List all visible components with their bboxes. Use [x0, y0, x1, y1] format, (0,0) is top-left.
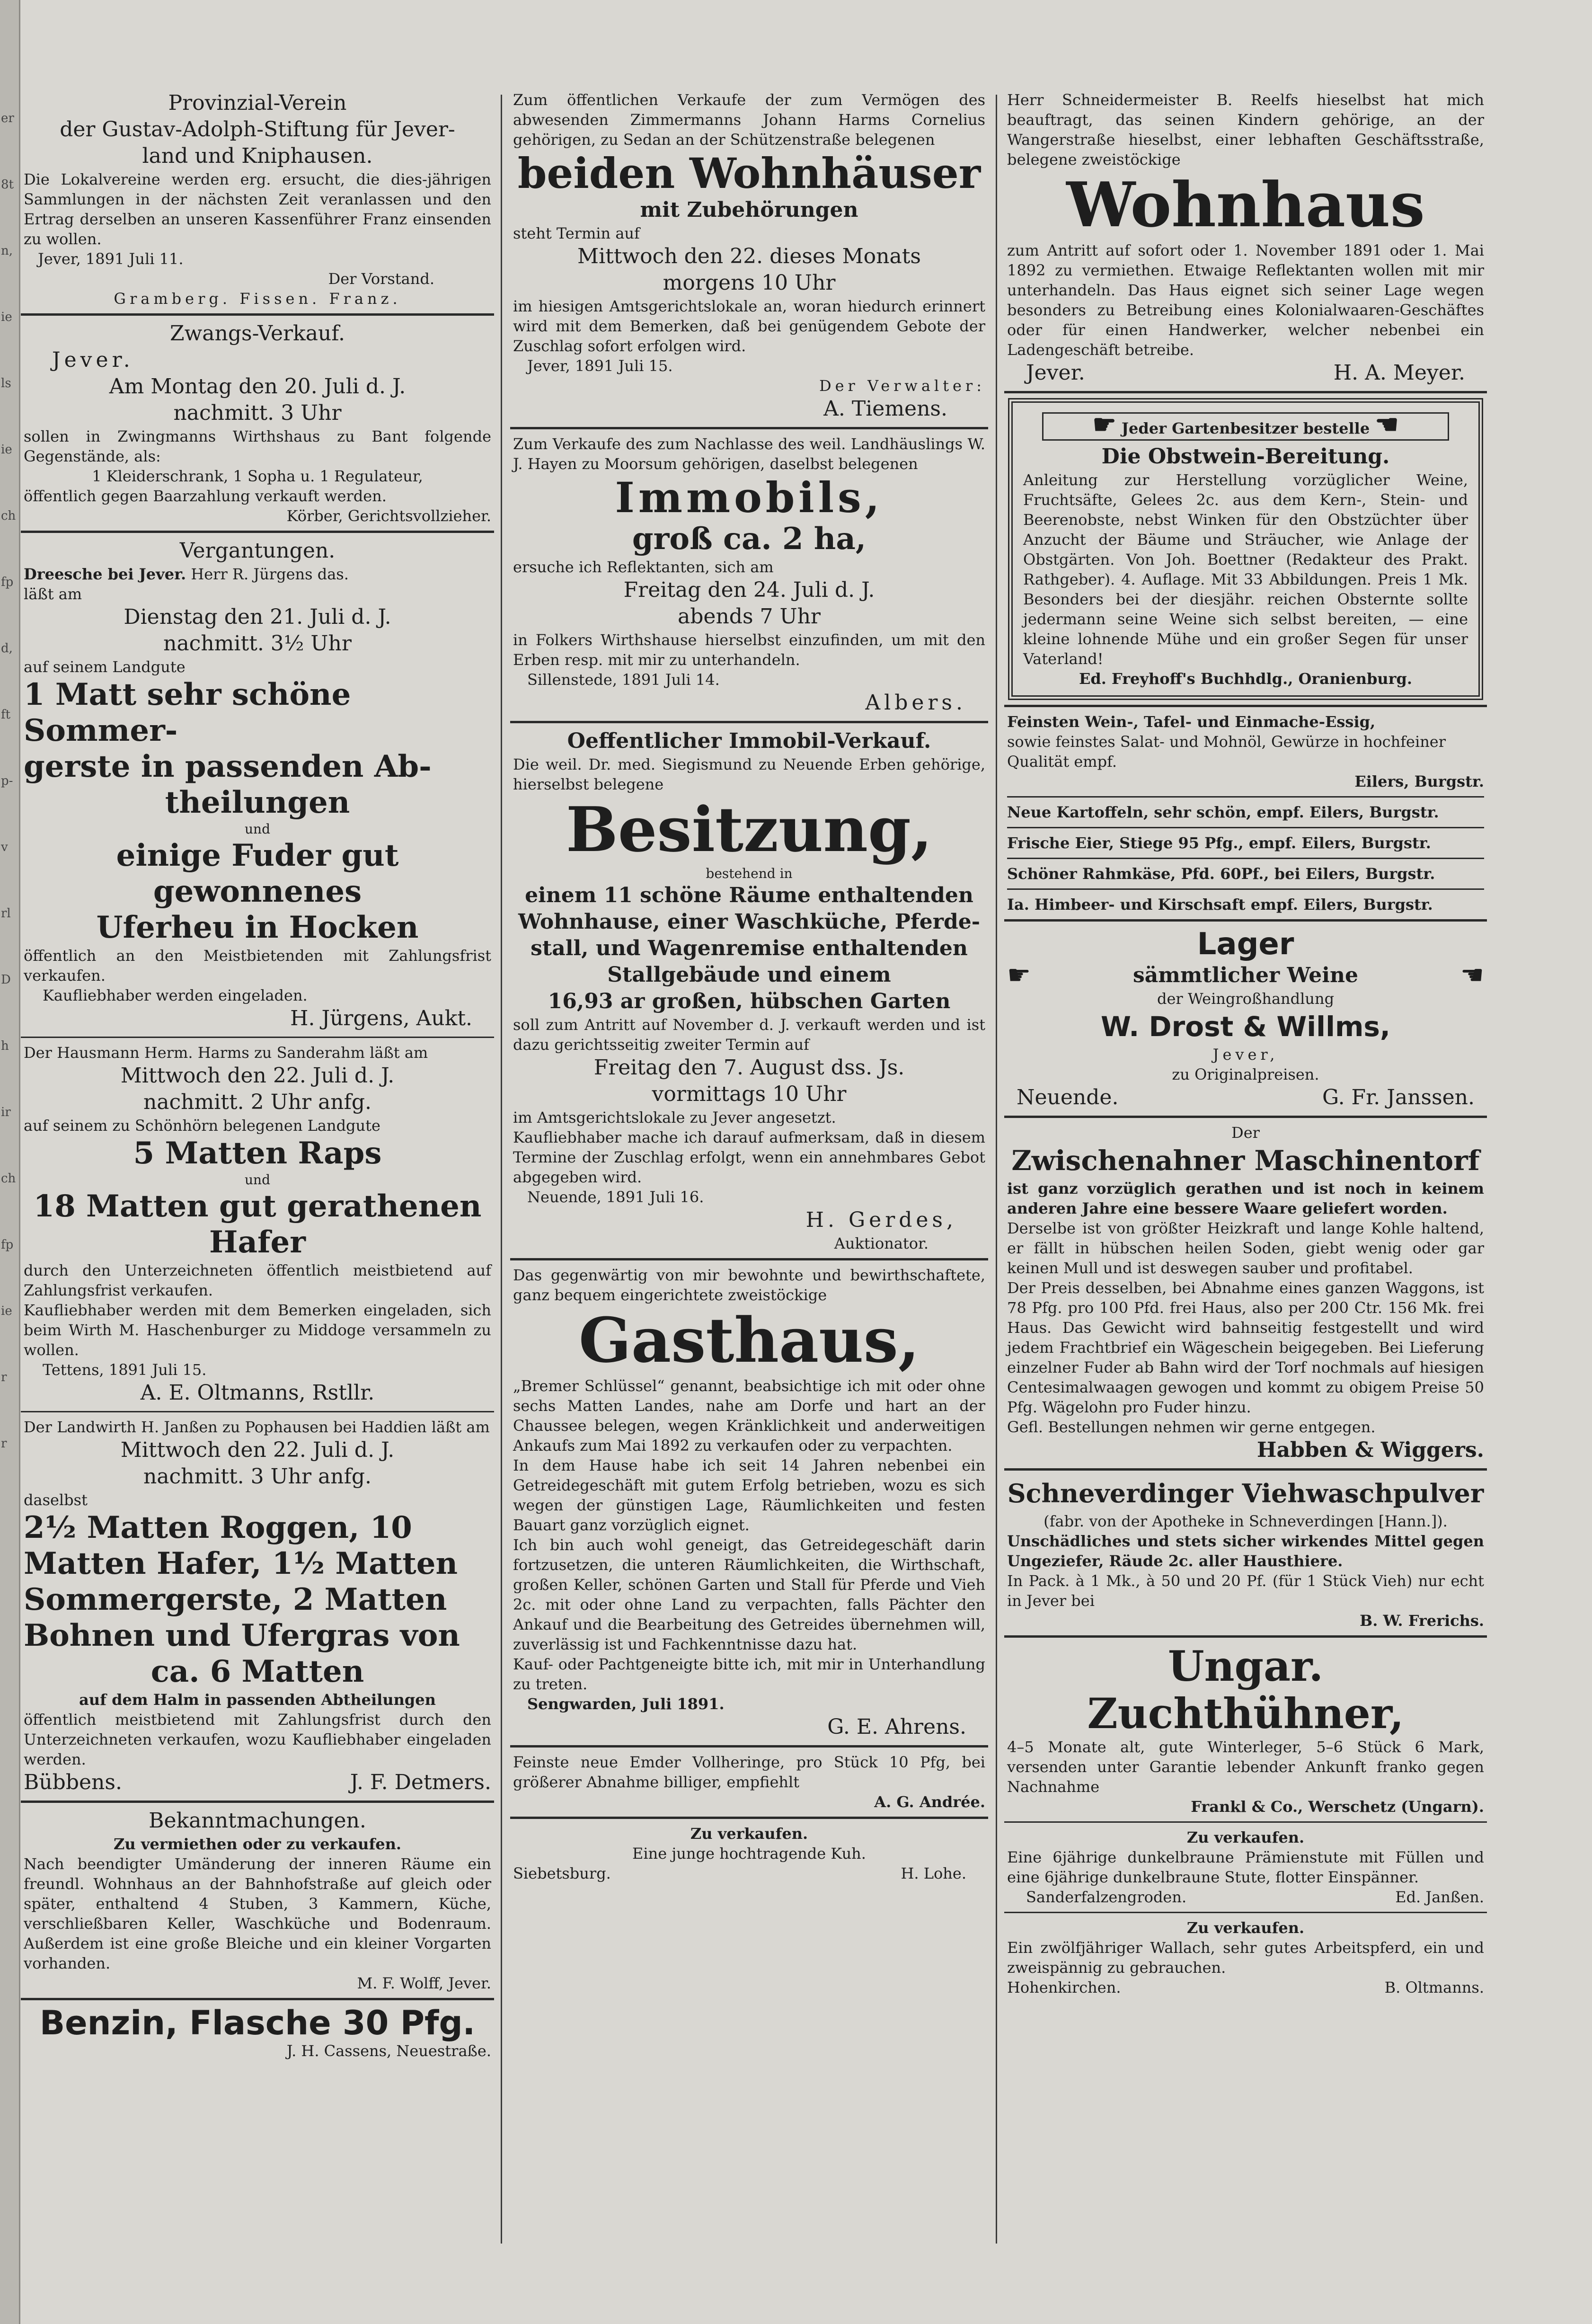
ad-signature: Habben & Wiggers.: [1256, 1438, 1484, 1462]
ad-text: Die Lokalvereine werden erg. ersucht, die dies-jährigen Sammlungen in der nächsten Zeit veranlassen und den Ertrag derselben an unseren Kassenführer Franz einsenden zu wollen.: [24, 170, 491, 248]
edge-fragment: v: [1, 840, 8, 854]
divider: [21, 313, 494, 316]
ad-headline: ca. 6 Matten: [150, 1654, 364, 1689]
divider: [1007, 827, 1484, 828]
ad-text: in Folkers Wirthshause hierselbst einzufinden, um mit den Erben resp. mit mir zu unterhandeln.: [513, 631, 985, 669]
ad-title: Zu verkaufen.: [1186, 1828, 1305, 1846]
ad-place: Dreesche bei Jever.: [24, 565, 186, 583]
ad-time-line: nachmitt. 3 Uhr anfg.: [143, 1464, 372, 1489]
ad-headline: Besitzung,: [566, 793, 933, 866]
divider: [1007, 858, 1484, 859]
ad-subheadline: Unschädliches und stets sicher wirkendes Mittel gegen Ungeziefer, Räude 2c. aller Hausthiere.: [1007, 1532, 1484, 1570]
ad-text: steht Termin auf: [513, 224, 640, 242]
ad-benzin: [21, 2005, 494, 2061]
ad-signature: A. Tiemens.: [823, 397, 947, 421]
ad-text: „Bremer Schlüssel“ genannt, beabsichtige ich mit oder ohne sechs Matten Landes, nahe am Dorfe und hart an der Chaussee belegen, wegen Kränklichkeit und anderweitigen Ankaufs zum Mai 1892 zu verkaufen oder zu verpachten.: [513, 1377, 985, 1455]
ad-date-line: Mittwoch den 22. Juli d. J.: [120, 1064, 395, 1088]
ad-headline: Schneverdinger Viehwaschpulver: [1007, 1478, 1484, 1508]
ad-wallach-verkauf: [1004, 1918, 1487, 1997]
edge-fragment: r: [1, 1437, 7, 1451]
edge-fragment: 8t: [1, 177, 14, 192]
column-rule-2: [996, 95, 997, 2244]
ad-subheadline: sämmtlicher Weine: [1133, 963, 1358, 987]
divider: [1004, 705, 1487, 707]
ad-zuchthuehner: [1004, 1642, 1487, 1817]
ad-text: Derselbe ist von größter Heizkraft und lange Kohle haltend, er fällt in hübschen heilen Soden, giebt wenig oder gar keinen Mull und ist deswegen sauber und profitabel.: [1007, 1219, 1484, 1277]
ad-text: Kaufliebhaber mache ich darauf aufmerksam, daß in diesem Termine der Zuschlag erfolgt, wenn ein annehmbares Gebot abgegeben wird.: [513, 1128, 985, 1186]
ad-headline: gerste in passenden Ab-: [24, 749, 432, 784]
ad-signature: Der Vorstand.: [328, 270, 434, 288]
ad-text: Herr Schneidermeister B. Reelfs hieselbst hat mich beauftragt, das seinen Kindern gehörige, an der Wangerstraße hieselbst, einer lebhaften Geschäftsstraße, belegene zweistöckige: [1007, 91, 1484, 169]
ad-signature: Ed. Freyhoff's Buchhdlg., Oranienburg.: [1079, 670, 1413, 688]
ad-text: In dem Hause habe ich seit 14 Jahren nebenbei ein Getreidegeschäft mit gutem Erfolg betrieben, wozu es sich wegen der günstigen Lage, Räumlichkeiten und festen Bauart ganz vorzüglich eignet.: [513, 1456, 985, 1534]
divider: [21, 1998, 494, 2000]
ad-signature: Frankl & Co., Werschetz (Ungarn).: [1191, 1798, 1484, 1816]
ad-oeffentlicher-immobil-verkauf: [510, 728, 988, 1253]
ad-headline: Hafer: [209, 1224, 306, 1260]
divider: [21, 1411, 494, 1412]
ad-bekanntmachungen: [21, 1808, 494, 1993]
edge-fragment: ie: [1, 310, 12, 324]
ad-text: auf seinem zu Schönhörn belegenen Landgute: [24, 1117, 380, 1135]
ad-headline: beiden Wohnhäuser: [517, 149, 981, 198]
ad-date: Neuende, 1891 Juli 16.: [527, 1188, 704, 1206]
ad-text: soll zum Antritt auf November d. J. verkauft werden und ist dazu gerichtsseitig zweiter Termin auf: [513, 1016, 985, 1054]
ad-signature: H. Gerdes,: [805, 1208, 957, 1232]
ad-text: Der Hausmann Herm. Harms zu Sanderahm läßt am: [24, 1044, 428, 1062]
ad-signature: J. H. Cassens, Neuestraße.: [286, 2042, 491, 2060]
banner-text: Jeder Gartenbesitzer bestelle: [1121, 419, 1370, 437]
ad-text: auf seinem Landgute: [24, 658, 186, 676]
ad-signature: Ed. Janßen.: [1395, 1888, 1484, 1906]
ad-headline: Benzin, Flasche 30 Pfg.: [39, 2004, 476, 2042]
divider: [1004, 1912, 1487, 1913]
ad-text: Eine junge hochtragende Kuh.: [632, 1845, 866, 1863]
ad-headline: Lager: [1197, 927, 1294, 962]
ad-text: der Weingroßhandlung: [1157, 990, 1335, 1008]
ad-text: Ich bin auch wohl geneigt, das Getreidegeschäft darin fortzusetzen, die unteren Räumlichkeiten, die Wirthschaft, großen Keller, schönen Garten und Stall für Pferde und Vieh 2c. mit oder ohne Land zu verpachten, falls Pächter den Ankauf und die Bearbeitung des Getreides übernehmen will, zuverlässig ist und Fachkenntnisse dazu hat.: [513, 1536, 985, 1653]
divider: [21, 1801, 494, 1803]
ad-headline: Ungar. Zuchthühner,: [1087, 1641, 1404, 1738]
ad-text: zu Originalpreisen.: [1172, 1065, 1319, 1083]
ad-title: Oeffentlicher Immobil-Verkauf.: [567, 729, 931, 753]
ad-date: Sillenstede, 1891 Juli 14.: [527, 671, 720, 689]
ad-maschinentorf: [1004, 1123, 1487, 1464]
ad-line: Ia. Himbeer- und Kirschsaft empf. Eilers, Burgstr.: [1007, 896, 1433, 914]
ad-signature: G. Fr. Janssen.: [1322, 1085, 1475, 1109]
ad-signature: A. G. Andrée.: [874, 1793, 985, 1811]
ad-text: im Amtsgerichtslokale zu Jever angesetzt.: [513, 1109, 836, 1127]
pointing-hand-left-icon: ☚: [1460, 960, 1484, 991]
edge-fragments: [0, 0, 19, 1477]
ad-date-line: Am Montag den 20. Juli d. J.: [109, 374, 406, 399]
ad-time-line: morgens 10 Uhr: [663, 271, 836, 295]
ad-place: Bübbens.: [24, 1770, 122, 1794]
ad-firm: W. Drost & Willms,: [1101, 1011, 1390, 1043]
ad-janssen-pophausen: [21, 1417, 494, 1796]
ad-zwangsverkauf: [21, 320, 494, 526]
divider: [510, 427, 988, 429]
ad-property-line: Wohnhause, einer Waschküche, Pferde-: [518, 910, 980, 934]
ad-text: Kauf- oder Pachtgeneigte bitte ich, mit mir in Unterhandlung zu treten.: [513, 1655, 985, 1693]
divider: [1004, 1468, 1487, 1471]
ad-signature: G. E. Ahrens.: [827, 1715, 966, 1739]
pointing-hand-right-icon: ☚: [1375, 409, 1399, 440]
ad-date: Sengwarden, Juli 1891.: [527, 1695, 725, 1713]
ad-line: Feinsten Wein-, Tafel- und Einmache-Essig,: [1007, 713, 1376, 731]
edge-fragment: ls: [1, 376, 11, 390]
ad-headline: 5 Matten Raps: [133, 1135, 382, 1171]
edge-fragment: D: [1, 973, 11, 987]
ad-signature: J. F. Detmers.: [350, 1770, 491, 1794]
ad-signature: H. A. Meyer.: [1333, 361, 1465, 385]
ad-signature: A. E. Oltmanns, Rstllr.: [140, 1381, 375, 1405]
ad-date-line: Dienstag den 21. Juli d. J.: [124, 605, 391, 629]
ad-line: Frische Eier, Stiege 95 Pfg., empf. Eilers, Burgstr.: [1007, 834, 1431, 852]
divider: [510, 1258, 988, 1260]
divider: [21, 531, 494, 533]
edge-fragment: er: [1, 111, 14, 125]
ad-text: sollen in Zwingmanns Wirthshaus zu Bant folgende Gegenstände, als:: [24, 427, 491, 465]
ad-subheadline: Zu vermiethen oder zu verkaufen.: [114, 1835, 401, 1853]
ad-text: öffentlich an den Meistbietenden mit Zahlungsfrist verkaufen.: [24, 947, 491, 985]
divider: [1004, 1635, 1487, 1638]
edge-fragment: ft: [1, 708, 11, 722]
ad-viehwaschpulver: [1004, 1475, 1487, 1631]
edge-fragment: r: [1, 1370, 7, 1384]
ad-title: land und Kniphausen.: [142, 144, 373, 168]
ad-signature: Körber, Gerichtsvollzieher.: [286, 507, 491, 525]
divider: [510, 1817, 988, 1819]
ad-text: Kaufliebhaber werden mit dem Bemerken eingeladen, sich beim Wirth M. Haschenburger zu Middoge versammeln zu wollen.: [24, 1301, 491, 1359]
ad-date: Jever, 1891 Juli 11.: [38, 250, 184, 268]
ad-gustav-adolph-verein: [21, 90, 494, 309]
ad-reelfs-wohnhaus: [1004, 90, 1487, 386]
ad-date-line: Mittwoch den 22. dieses Monats: [577, 244, 921, 268]
ad-time-line: nachmitt. 2 Uhr anfg.: [143, 1090, 372, 1114]
ad-headline: 18 Matten gut gerathenen: [33, 1189, 482, 1224]
ad-harms-sanderahm: [21, 1043, 494, 1406]
ad-headline: Bohnen und Ufergras von: [24, 1618, 460, 1653]
ad-text: Die weil. Dr. med. Siegismund zu Neuende Erben gehörige, hierselbst belegene: [513, 755, 985, 793]
divider: [1004, 391, 1487, 393]
ad-line: Neue Kartoffeln, sehr schön, empf. Eilers, Burgstr.: [1007, 803, 1439, 821]
ad-text: Anleitung zur Herstellung vorzüglicher Weine, Fruchtsäfte, Gelees 2c. aus dem Kern-, Stein- und Beerenobste, nebst Winken für den Obstzüchter über Anzucht der Bäume und Sträucher, wie Anlage der Obstgärten. Von Joh. Boettner (Redakteur des Prakt. Rathgeber). 4. Auflage. Mit 33 Abbildungen. Preis 1 Mk. Besonders bei der diesjähr. reichen Obsternte sollte jedermann seine Weine sich selbst bereiten, — eine kleine lohnende Mühe und ein großer Segen für unser Vaterland!: [1023, 471, 1468, 668]
ad-hayen-immobil: [510, 434, 988, 716]
ad-headline: groß ca. 2 ha,: [632, 521, 867, 557]
ad-text: öffentlich meistbietend mit Zahlungsfrist durch den Unterzeichneten verkaufen, wozu Kaufliebhaber eingeladen werden.: [24, 1711, 491, 1768]
ad-signature: H. Jürgens, Aukt.: [290, 1006, 472, 1030]
ad-text: 4–5 Monate alt, gute Winterleger, 5–6 Stück 6 Mark, versenden unter Garantie lebender Ankunft franko gegen Nachnahme: [1007, 1738, 1484, 1796]
adjacent-page-strip: [0, 0, 20, 2324]
ad-property-line: Stallgebäude und einem: [607, 963, 891, 987]
divider: [1007, 796, 1484, 798]
ad-text: daselbst: [24, 1491, 88, 1509]
ad-text: öffentlich gegen Baarzahlung verkauft werden.: [24, 487, 387, 505]
ad-property-line: einem 11 schöne Räume enthaltenden: [525, 883, 973, 907]
divider: [21, 1037, 494, 1038]
ad-eilers: [1004, 712, 1487, 914]
ad-place: Jever.: [1026, 361, 1085, 385]
ad-title: Zu verkaufen.: [1186, 1919, 1305, 1937]
ad-names: Gramberg. Fissen. Franz.: [114, 290, 401, 308]
ad-time-line: vormittags 10 Uhr: [652, 1082, 847, 1106]
ad-place: Jever,: [1212, 1046, 1279, 1064]
ad-title: Zu verkaufen.: [690, 1825, 808, 1843]
column-1: [21, 90, 494, 2248]
ad-text: und: [245, 1172, 270, 1188]
ad-headline: theilungen: [165, 785, 350, 820]
edge-fragment: ir: [1, 1105, 11, 1119]
edge-fragment: ch: [1, 509, 16, 523]
ad-text: In Pack. à 1 Mk., à 50 und 20 Pf. (für 1 Stück Vieh) nur echt in Jever bei: [1007, 1572, 1484, 1610]
pointing-hand-left-icon: ☛: [1092, 409, 1116, 440]
edge-fragment: ch: [1, 1171, 16, 1186]
ad-signature: B. W. Frerichs.: [1360, 1612, 1484, 1630]
divider: [1004, 919, 1487, 922]
pointing-hand-right-icon: ☛: [1007, 960, 1031, 991]
ad-text: Gefl. Bestellungen nehmen wir gerne entgegen.: [1007, 1418, 1376, 1436]
edge-fragment: n,: [1, 244, 13, 258]
ad-time-line: nachmitt. 3 Uhr: [173, 401, 342, 425]
ad-title: Provinzial-Verein: [168, 91, 347, 115]
ad-text: Zum Verkaufe des zum Nachlasse des weil. Landhäuslings W. J. Hayen zu Moorsum gehörigen, daselbst belegenen: [513, 435, 985, 473]
ad-subheadline: ist ganz vorzüglich gerathen und ist noch in keinem anderen Jahre eine bessere Waare geliefert worden.: [1007, 1180, 1484, 1217]
ad-subheadline: auf dem Halm in passenden Abtheilungen: [79, 1691, 436, 1709]
section-title: Vergantungen.: [179, 539, 336, 563]
ad-place: Hohenkirchen.: [1007, 1978, 1121, 1996]
ad-line: Schöner Rahmkäse, Pfd. 60Pf., bei Eilers, Burgstr.: [1007, 865, 1435, 883]
ad-headline: Uferheu in Hocken: [96, 910, 419, 945]
ad-text: ersuche ich Reflektanten, sich am: [513, 558, 774, 576]
ad-headline: Die Obstwein-Bereitung.: [1101, 444, 1390, 469]
ad-signature: M. F. Wolff, Jever.: [357, 1974, 491, 1992]
ad-text: Kaufliebhaber werden eingeladen.: [43, 986, 308, 1004]
ad-subheadline: mit Zubehörungen: [640, 198, 858, 222]
ad-banner: [1042, 409, 1449, 441]
column-2: [510, 90, 988, 2248]
divider: [1004, 1116, 1487, 1118]
ad-title: Zwangs-Verkauf.: [170, 321, 345, 346]
ad-text: Zum öffentlichen Verkaufe der zum Vermögen des abwesenden Zimmermanns Johann Harms Cornelius gehörigen, zu Sedan an der Schützenstraße belegenen: [513, 91, 985, 149]
divider: [510, 721, 988, 723]
ad-text: Nach beendigter Umänderung der inneren Räume ein freundl. Wohnhaus an der Bahnhofstraße auf gleich oder später, enthaltend 4 Stuben, 3 Kammern, Küche, verschließbaren Keller, Waschküche und Bodenraum. Außerdem ist eine große Bleiche und ein kleiner Vorgarten vorhanden.: [24, 1855, 491, 1972]
ad-text: und: [245, 821, 270, 837]
ad-headline: Sommergerste, 2 Matten: [24, 1582, 447, 1617]
ad-role: Auktionator.: [834, 1234, 929, 1252]
ad-text: im hiesigen Amtsgerichtslokale an, woran hiedurch erinnert wird mit dem Bemerken, daß bei genügendem Gebote der Zuschlag sofort erfolgen wird.: [513, 297, 985, 355]
ad-text: Der Preis desselben, bei Abnahme eines ganzen Waggons, ist 78 Pfg. pro 100 Pfd. frei Haus, also per 200 Ctr. 156 Mk. frei Haus. Das Gewicht wird bahnseitig festgestellt und wird jedem Frachtbrief ein Wägeschein beigegeben. Bei Lieferung einzelner Fuder ab Bahn wird der Torf nochmals auf hiesigen Centesimalwaagen gewogen und kommt zu obigem Preise 50 Pfg. Wägelohn pro Fuder hinzu.: [1007, 1279, 1484, 1416]
edge-fragment: p-: [1, 774, 13, 788]
ad-lager-weine: [1004, 926, 1487, 1111]
column-3: [1004, 90, 1487, 2248]
edge-fragment: fp: [1, 1238, 14, 1252]
ad-vergantungen: [21, 538, 494, 1032]
ad-time-line: abends 7 Uhr: [678, 604, 821, 629]
ad-text: Herr R. Jürgens das.: [191, 565, 349, 583]
ad-harms-wohnhaeuser: [510, 90, 988, 422]
divider: [1007, 888, 1484, 890]
ad-text: läßt am: [24, 585, 82, 603]
ad-text: Feinste neue Emder Vollheringe, pro Stück 10 Pfg, bei größerer Abnahme billiger, empfiehlt: [513, 1753, 985, 1791]
ad-items: 1 Kleiderschrank, 1 Sopha u. 1 Regulateur,: [92, 467, 423, 485]
ad-text: Ein zwölfjähriger Wallach, sehr gutes Arbeitspferd, ein und zweispännig zu gebrauchen.: [1007, 1939, 1484, 1977]
ad-date: Jever, 1891 Juli 15.: [527, 357, 673, 375]
ad-headline: einige Fuder gut gewonnenes: [116, 838, 399, 909]
ad-place: Jever.: [52, 348, 134, 372]
ad-place: Neuende.: [1017, 1085, 1119, 1109]
ad-gasthaus: [510, 1265, 988, 1740]
ad-text: bestehend in: [706, 866, 793, 881]
ad-text: Eine 6jährige dunkelbraune Prämienstute mit Füllen und eine 6jährige dunkelbraune Stute, flotter Einspänner.: [1007, 1848, 1484, 1886]
ad-line: sowie feinstes Salat- und Mohnöl, Gewürze in hochfeiner Qualität empf.: [1007, 733, 1446, 771]
ad-obstwein-bereitung: [1008, 398, 1483, 700]
edge-fragment: ie: [1, 1304, 12, 1318]
ad-text: (fabr. von der Apotheke in Schneverdingen [Hann.]).: [1044, 1512, 1448, 1530]
ad-text: Der Landwirth H. Janßen zu Pophausen bei Haddien läßt am: [24, 1418, 490, 1436]
ad-signature: Eilers, Burgstr.: [1354, 772, 1484, 790]
ad-text: zum Antritt auf sofort oder 1. November 1891 oder 1. Mai 1892 zu vermiethen. Etwaige Reflektanten wollen mit mir unterhandeln. Das Haus eignet sich seiner Lage wegen besonders zu Betreibung eines Kolonialwaaren-Geschäftes oder für einen Handwerker, welcher nebenbei ein Ladengeschäft betreibe.: [1007, 241, 1484, 359]
ad-stute-verkauf: [1004, 1827, 1487, 1907]
divider: [1004, 1821, 1487, 1823]
ad-place: Siebetsburg.: [513, 1864, 611, 1882]
ad-headline: Zwischenahner Maschinentorf: [1011, 1144, 1480, 1177]
edge-fragment: fp: [1, 575, 14, 589]
ad-text: Der: [1231, 1124, 1260, 1142]
ad-signature: B. Oltmanns.: [1384, 1978, 1484, 1996]
edge-fragment: rl: [1, 906, 11, 921]
ad-emder-vollheringe: [510, 1752, 988, 1812]
ad-headline: Wohnhaus: [1066, 169, 1425, 241]
ad-headline: Gasthaus,: [578, 1304, 920, 1376]
ad-role: Der Verwalter:: [819, 377, 985, 395]
column-rule-1: [501, 95, 502, 2244]
ad-date: Tettens, 1891 Juli 15.: [43, 1361, 207, 1379]
ad-headline: 1 Matt sehr schöne Sommer-: [24, 677, 351, 748]
edge-fragment: h: [1, 1039, 9, 1053]
ad-date-line: Mittwoch den 22. Juli d. J.: [120, 1438, 395, 1462]
ad-date-line: Freitag den 7. August dss. Js.: [593, 1056, 905, 1080]
ad-date-line: Freitag den 24. Juli d. J.: [623, 578, 875, 602]
ad-headline: Matten Hafer, 1½ Matten: [24, 1546, 458, 1581]
ad-text: durch den Unterzeichneten öffentlich meistbietend auf Zahlungsfrist verkaufen.: [24, 1261, 491, 1299]
ad-title: der Gustav-Adolph-Stiftung für Jever-: [60, 117, 455, 142]
ad-headline: 2½ Matten Roggen, 10: [24, 1510, 412, 1545]
ad-kuh-verkauf: [510, 1824, 988, 1883]
ad-place: Sanderfalzengroden.: [1026, 1888, 1187, 1906]
ad-text: Das gegenwärtig von mir bewohnte und bewirthschaftete, ganz bequem eingerichtete zweistöckige: [513, 1266, 985, 1304]
ad-time-line: nachmitt. 3½ Uhr: [163, 631, 352, 656]
edge-fragment: d,: [1, 641, 13, 656]
ad-signature: Albers.: [865, 691, 966, 715]
ad-signature: H. Lohe.: [901, 1864, 966, 1882]
ad-headline: Immobils,: [615, 473, 884, 522]
section-title: Bekanntmachungen.: [149, 1809, 366, 1833]
ad-property-line: stall, und Wagenremise enthaltenden: [531, 936, 968, 960]
edge-fragment: ie: [1, 443, 12, 457]
ad-property-line: 16,93 ar großen, hübschen Garten: [548, 989, 951, 1013]
divider: [510, 1745, 988, 1747]
